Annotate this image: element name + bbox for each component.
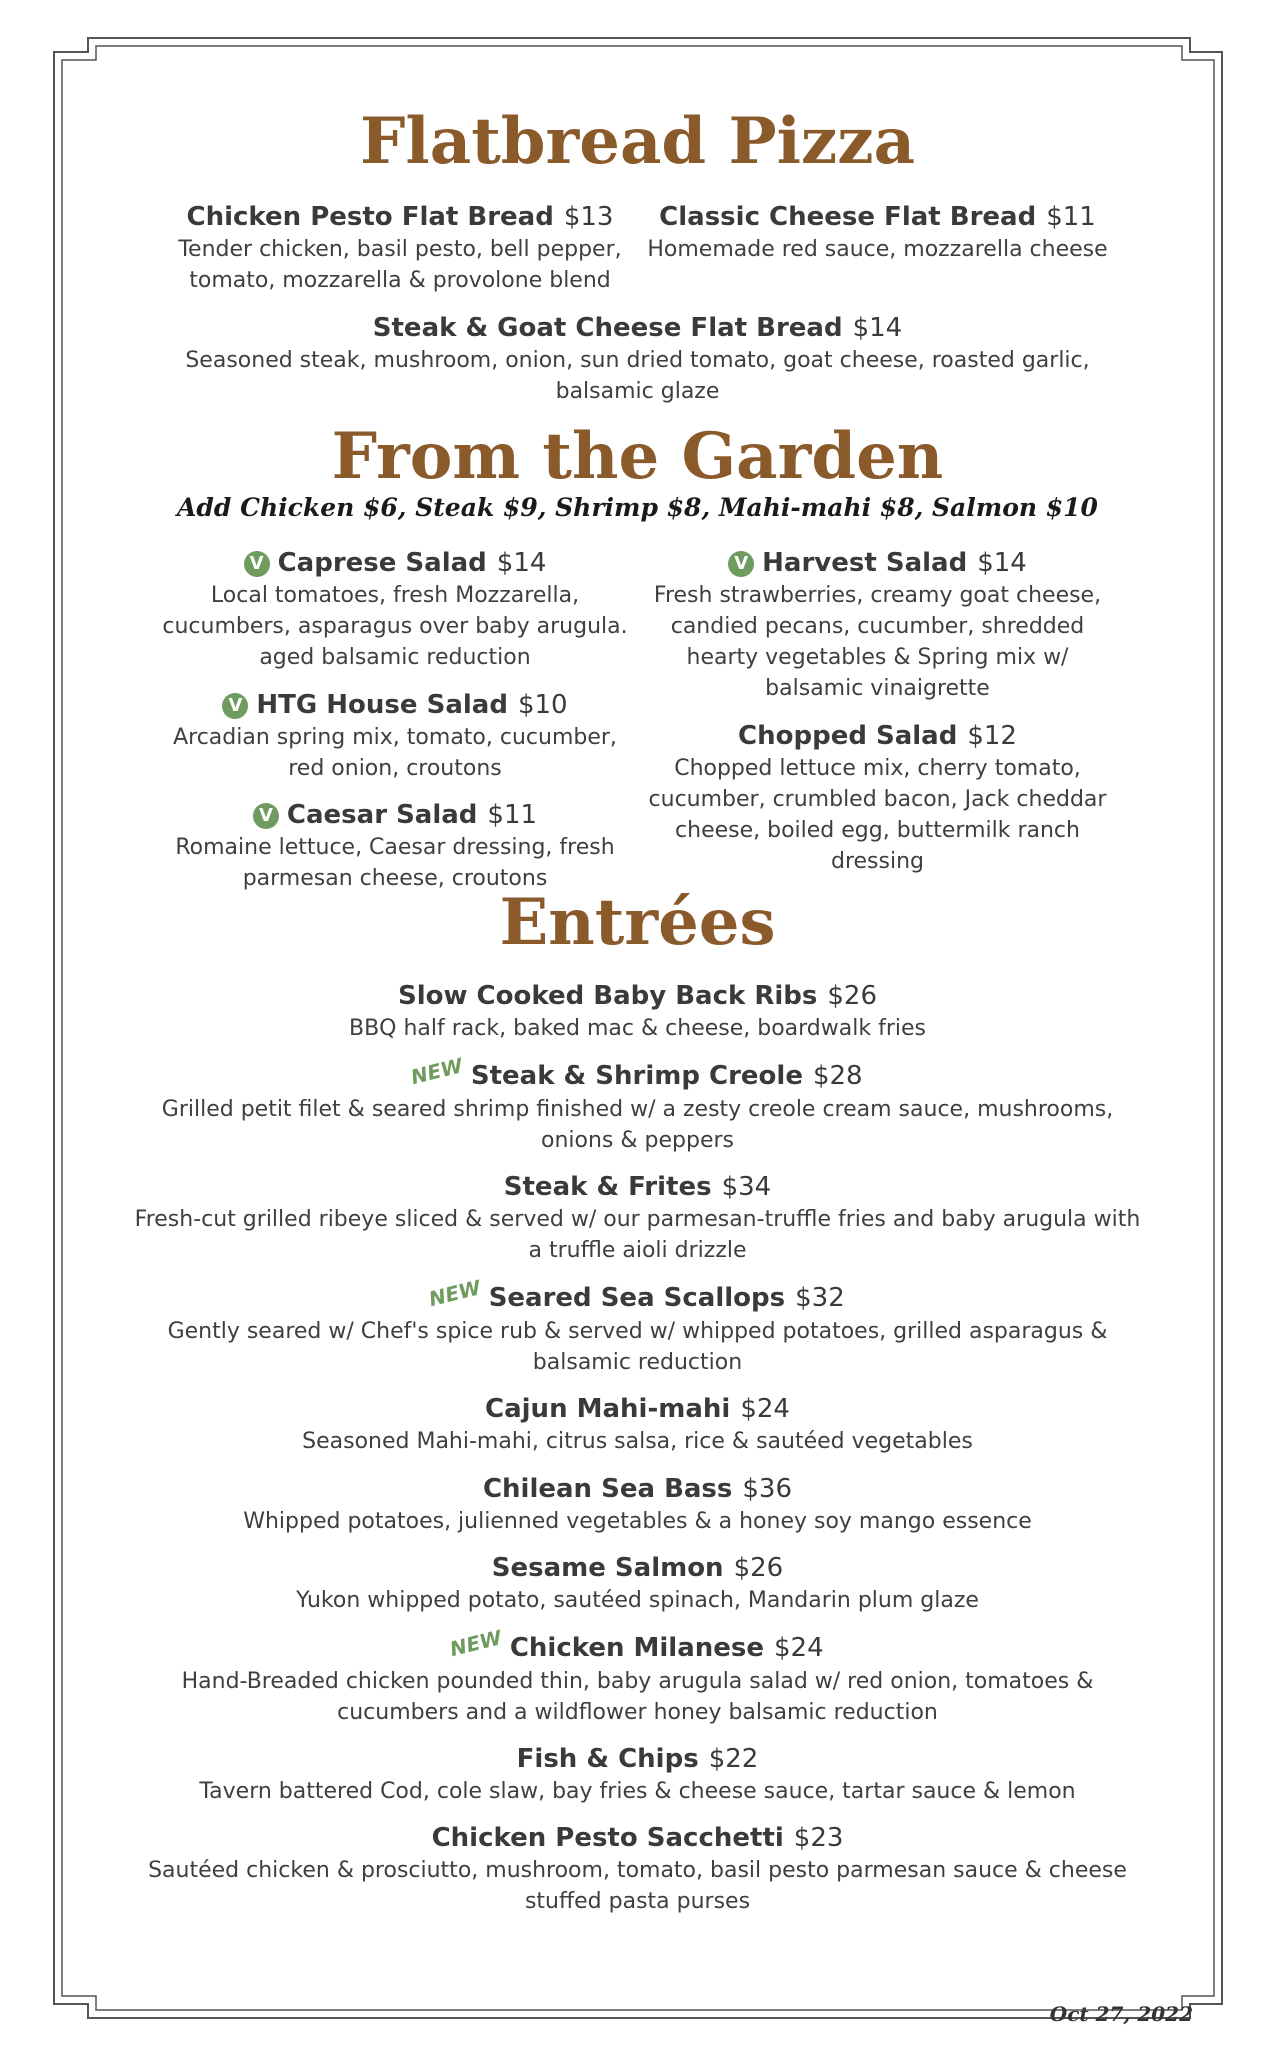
new-badge: NEW bbox=[426, 1275, 484, 1312]
item-description: Hand-Breaded chicken pounded thin, baby arugula salad w/ red onion, tomatoes & cucumbers and a wildflower honey balsamic reduction bbox=[181, 1669, 1094, 1725]
item-price: $34 bbox=[721, 1172, 772, 1202]
vegetarian-badge-icon: V bbox=[244, 551, 270, 577]
item-description: Arcadian spring mix, tomato, cucumber, red onion, croutons bbox=[173, 725, 617, 781]
menu-item-fish-chips bbox=[130, 1742, 1145, 1807]
menu-item-htg-house-salad bbox=[160, 688, 630, 784]
item-price: $24 bbox=[740, 1394, 790, 1424]
item-description: Romaine lettuce, Caesar dressing, fresh parmesan cheese, croutons bbox=[175, 835, 615, 891]
item-price: $28 bbox=[812, 1061, 863, 1091]
menu-item-sesame-salmon bbox=[130, 1551, 1145, 1616]
item-description: Tavern battered Cod, cole slaw, bay fries & cheese sauce, tartar sauce & lemon bbox=[199, 1779, 1076, 1804]
section-title-garden: From the Garden bbox=[331, 419, 944, 494]
menu-item-chopped-salad bbox=[640, 719, 1115, 877]
item-price: $24 bbox=[774, 1633, 824, 1663]
item-name: Steak & Frites bbox=[503, 1172, 712, 1202]
item-price: $23 bbox=[793, 1823, 844, 1853]
item-name: Seared Sea Scallops bbox=[488, 1283, 786, 1313]
vegetarian-badge-icon: V bbox=[253, 803, 279, 829]
menu-date: Oct 27, 2022 bbox=[1049, 2002, 1193, 2026]
item-name: Chopped Salad bbox=[738, 721, 958, 751]
item-description: Seasoned steak, mushroom, onion, sun dried tomato, goat cheese, roasted garlic, balsamic glaze bbox=[185, 348, 1090, 404]
menu-item-harvest-salad bbox=[640, 546, 1115, 704]
item-description: Fresh strawberries, creamy goat cheese, candied pecans, cucumber, shredded hearty vegetables & Spring mix w/ balsamic vinaigrette bbox=[653, 583, 1102, 701]
menu-item-baby-back-ribs bbox=[130, 979, 1145, 1044]
item-description: Local tomatoes, fresh Mozzarella, cucumbers, asparagus over baby arugula. aged balsamic reduction bbox=[162, 583, 628, 670]
item-price: $13 bbox=[563, 202, 614, 232]
add-protein-note: Add Chicken $6, Steak $9, Shrimp $8, Mahi-mahi $8, Salmon $10 bbox=[177, 493, 1098, 522]
item-name: Steak & Shrimp Creole bbox=[470, 1061, 803, 1091]
item-name: Classic Cheese Flat Bread bbox=[659, 202, 1037, 232]
item-description: Gently seared w/ Chef's spice rub & served w/ whipped potatoes, grilled asparagus & balsamic reduction bbox=[167, 1319, 1108, 1375]
menu-item-steak-shrimp-creole bbox=[130, 1053, 1145, 1156]
section-title-flatbread: Flatbread Pizza bbox=[359, 104, 916, 179]
item-name: Caesar Salad bbox=[286, 800, 478, 830]
item-price: $12 bbox=[967, 721, 1017, 751]
item-description: Sautéed chicken & prosciutto, mushroom, tomato, basil pesto parmesan sauce & cheese stuffed pasta purses bbox=[148, 1858, 1127, 1914]
item-description: Chopped lettuce mix, cherry tomato, cucumber, crumbled bacon, Jack cheddar cheese, boiled egg, buttermilk ranch dressing bbox=[648, 756, 1107, 874]
item-name: Caprese Salad bbox=[277, 548, 487, 578]
vegetarian-badge-icon: V bbox=[222, 693, 248, 719]
item-description: Yukon whipped potato, sautéed spinach, Mandarin plum glaze bbox=[296, 1588, 979, 1613]
item-name: Chicken Pesto Sacchetti bbox=[431, 1823, 784, 1853]
menu-item-steak-goat-cheese-flat-bread bbox=[180, 311, 1095, 407]
item-name: Cajun Mahi-mahi bbox=[485, 1394, 731, 1424]
item-description: Tender chicken, basil pesto, bell pepper, tomato, mozzarella & provolone blend bbox=[178, 237, 622, 293]
menu-item-steak-frites bbox=[130, 1170, 1145, 1266]
item-name: Chicken Pesto Flat Bread bbox=[186, 202, 554, 232]
item-description: Homemade red sauce, mozzarella cheese bbox=[647, 237, 1108, 262]
menu-item-chilean-sea-bass bbox=[130, 1472, 1145, 1537]
item-price: $11 bbox=[487, 800, 538, 830]
item-price: $26 bbox=[733, 1553, 784, 1583]
new-badge: NEW bbox=[447, 1625, 505, 1662]
menu-item-cajun-mahi-mahi bbox=[130, 1392, 1145, 1457]
item-description: Fresh-cut grilled ribeye sliced & served w/ our parmesan-truffle fries and baby arugula with a truffle aioli drizzle bbox=[134, 1207, 1141, 1263]
menu-item-classic-cheese-flat-bread bbox=[640, 200, 1115, 265]
item-price: $14 bbox=[852, 313, 903, 343]
item-name: Harvest Salad bbox=[762, 548, 968, 578]
item-description: Whipped potatoes, julienned vegetables & a honey soy mango essence bbox=[243, 1509, 1032, 1534]
item-price: $14 bbox=[977, 548, 1027, 578]
item-price: $14 bbox=[496, 548, 547, 578]
menu-item-chicken-pesto-sacchetti bbox=[130, 1821, 1145, 1917]
menu-item-seared-sea-scallops bbox=[130, 1275, 1145, 1378]
item-price: $11 bbox=[1046, 202, 1096, 232]
new-badge: NEW bbox=[408, 1053, 466, 1090]
item-name: Slow Cooked Baby Back Ribs bbox=[397, 981, 818, 1011]
item-name: HTG House Salad bbox=[256, 690, 508, 720]
menu-item-chicken-milanese bbox=[130, 1625, 1145, 1728]
item-price: $26 bbox=[827, 981, 878, 1011]
item-name: Fish & Chips bbox=[516, 1744, 699, 1774]
vegetarian-badge-icon: V bbox=[728, 551, 754, 577]
item-price: $22 bbox=[708, 1744, 759, 1774]
menu-item-chicken-pesto-flat-bread bbox=[165, 200, 635, 296]
menu-item-caprese-salad bbox=[160, 546, 630, 673]
item-price: $36 bbox=[742, 1474, 793, 1504]
menu-item-caesar-salad bbox=[160, 798, 630, 894]
item-price: $32 bbox=[795, 1283, 845, 1313]
item-description: Seasoned Mahi-mahi, citrus salsa, rice & sautéed vegetables bbox=[302, 1429, 973, 1454]
item-name: Steak & Goat Cheese Flat Bread bbox=[372, 313, 843, 343]
section-title-entrees: Entrées bbox=[499, 885, 776, 960]
item-name: Chicken Milanese bbox=[509, 1633, 765, 1663]
item-name: Chilean Sea Bass bbox=[482, 1474, 733, 1504]
item-description: BBQ half rack, baked mac & cheese, boardwalk fries bbox=[348, 1016, 926, 1041]
item-description: Grilled petit filet & seared shrimp finished w/ a zesty creole cream sauce, mushrooms, onions & peppers bbox=[161, 1097, 1114, 1153]
item-name: Sesame Salmon bbox=[491, 1553, 724, 1583]
item-price: $10 bbox=[517, 690, 568, 720]
